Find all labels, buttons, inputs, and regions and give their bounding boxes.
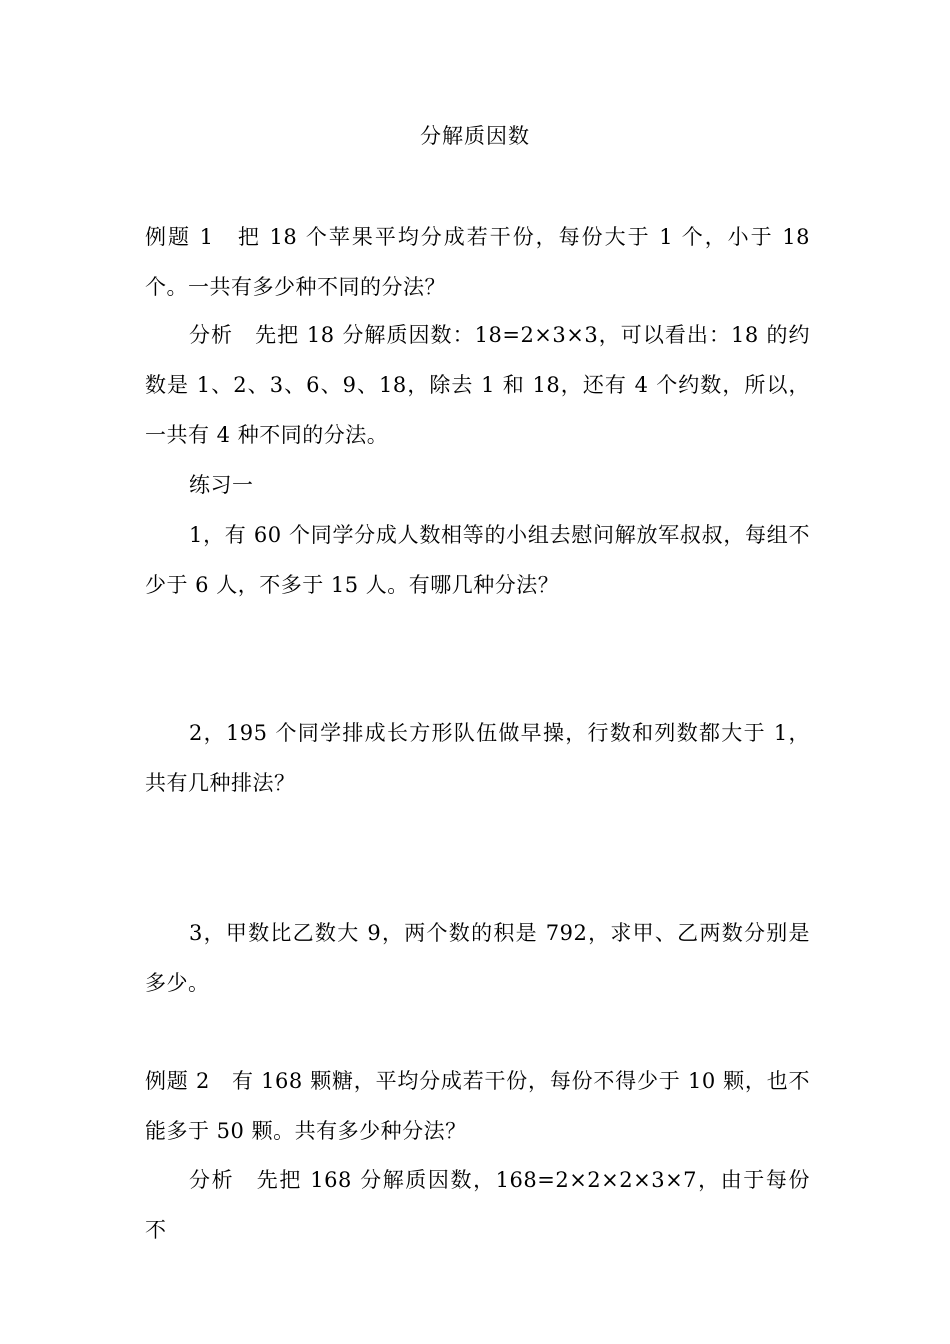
practice1-heading: 练习一	[189, 473, 254, 497]
example1-analysis: 分析 先把 18 分解质因数：18=2×3×3，可以看出：18 的约数是 1、2、3、6、9、18，除去 1 和 18，还有 4 个约数，所以，一共有 4 种不同的分法。	[145, 323, 810, 447]
practice1-question-2: 2，195 个同学排成长方形队伍做早操，行数和列数都大于 1，共有几种排法？	[145, 721, 810, 795]
practice1-question-3: 3，甲数比乙数大 9，两个数的积是 792，求甲、乙两数分别是多少。	[145, 921, 810, 995]
page-title: 分解质因数	[420, 124, 530, 148]
practice1-question-1: 1，有 60 个同学分成人数相等的小组去慰问解放军叔叔，每组不少于 6 人，不多于 15 人。有哪几种分法？	[145, 523, 810, 597]
example1-question: 例题 1 把 18 个苹果平均分成若干份，每份大于 1 个，小于 18 个。一共有多少种不同的分法？	[145, 225, 810, 299]
example2-question: 例题 2 有 168 颗糖，平均分成若干份，每份不得少于 10 颗，也不能多于 50 颗。共有多少种分法？	[145, 1069, 810, 1143]
example2-analysis: 分析 先把 168 分解质因数，168=2×2×2×3×7，由于每份不	[145, 1168, 810, 1242]
